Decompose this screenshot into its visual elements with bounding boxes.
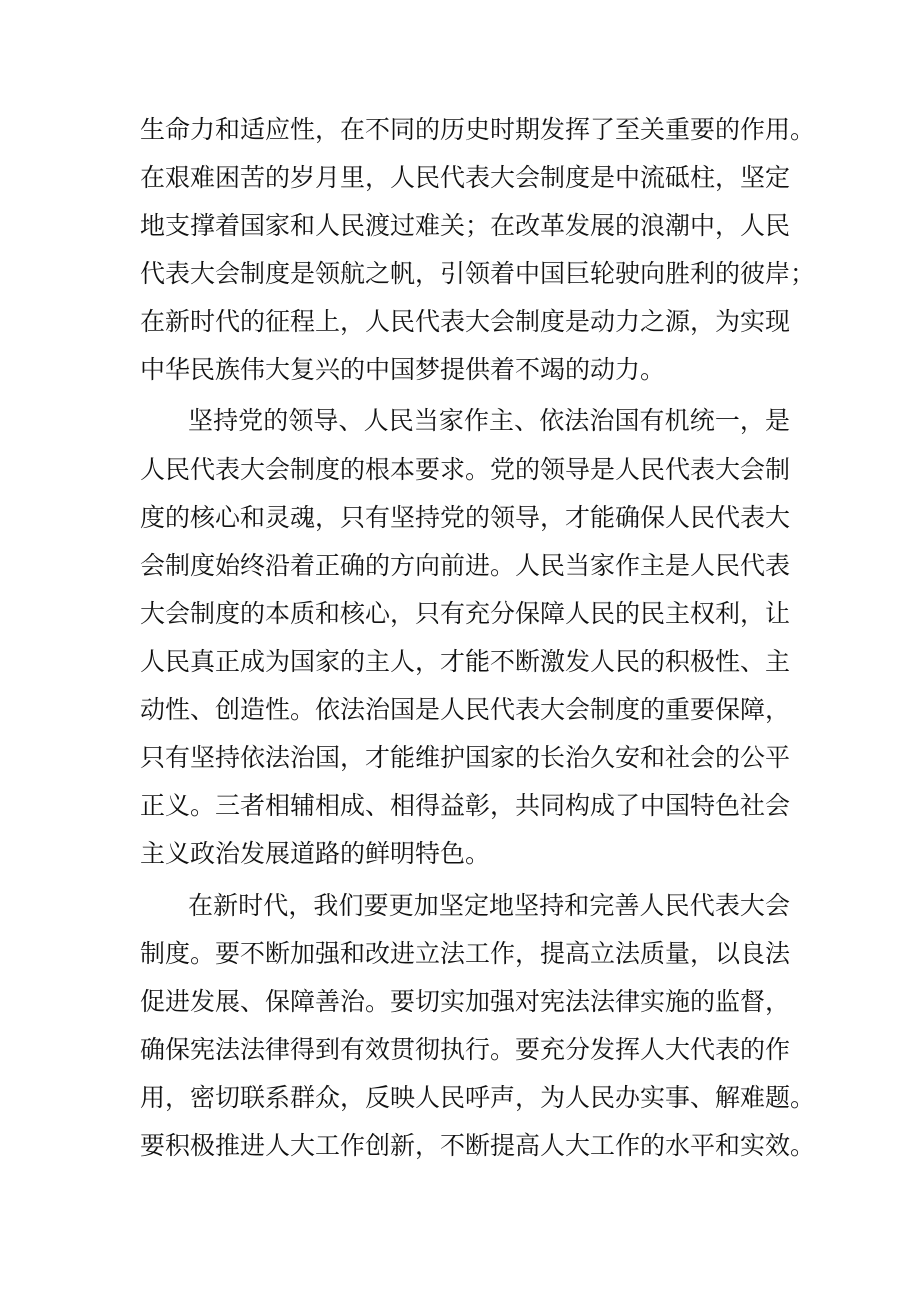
paragraph-1-line-4: 代表大会制度是领航之帆，引领着中国巨轮驶向胜利的彼岸； xyxy=(140,259,816,288)
paragraph-2-line-3: 度的核心和灵魂，只有坚持党的领导，才能确保人民代表大 xyxy=(140,503,791,532)
paragraph-2-line-10: 主义政治发展道路的鲜明特色。 xyxy=(140,839,491,868)
paragraph-2-line-7: 动性、创造性。依法治国是人民代表大会制度的重要保障， xyxy=(140,695,791,724)
paragraph-2-line-5: 大会制度的本质和核心，只有充分保障人民的民主权利，让 xyxy=(140,599,791,628)
paragraph-1-line-2: 在艰难困苦的岁月里，人民代表大会制度是中流砥柱，坚定 xyxy=(140,163,791,192)
paragraph-3-line-4: 确保宪法法律得到有效贯彻执行。要充分发挥人大代表的作 xyxy=(140,1035,791,1064)
paragraph-3-line-1: 在新时代，我们要更加坚定地坚持和完善人民代表大会 xyxy=(188,891,790,920)
paragraph-2-line-4: 会制度始终沿着正确的方向前进。人民当家作主是人民代表 xyxy=(140,551,791,580)
paragraph-2-line-8: 只有坚持依法治国，才能维护国家的长治久安和社会的公平 xyxy=(140,743,791,772)
paragraph-2-line-6: 人民真正成为国家的主人，才能不断激发人民的积极性、主 xyxy=(140,647,791,676)
paragraph-3-line-2: 制度。要不断加强和改进立法工作，提高立法质量，以良法 xyxy=(140,939,791,968)
paragraph-3-line-5: 用，密切联系群众，反映人民呼声，为人民办实事、解难题。 xyxy=(140,1083,816,1112)
paragraph-1-line-5: 在新时代的征程上，人民代表大会制度是动力之源，为实现 xyxy=(140,307,791,336)
paragraph-2-line-9: 正义。三者相辅相成、相得益彰，共同构成了中国特色社会 xyxy=(140,791,791,820)
paragraph-3-line-6: 要积极推进人大工作创新，不断提高人大工作的水平和实效。 xyxy=(140,1131,816,1160)
paragraph-1-line-1: 生命力和适应性，在不同的历史时期发挥了至关重要的作用。 xyxy=(140,115,816,144)
paragraph-1-line-3: 地支撑着国家和人民渡过难关；在改革发展的浪潮中，人民 xyxy=(140,211,791,240)
paragraph-2-line-2: 人民代表大会制度的根本要求。党的领导是人民代表大会制 xyxy=(140,455,791,484)
paragraph-3-line-3: 促进发展、保障善治。要切实加强对宪法法律实施的监督， xyxy=(140,987,791,1016)
paragraph-1-line-6: 中华民族伟大复兴的中国梦提供着不竭的动力。 xyxy=(140,355,666,384)
paragraph-2-line-1: 坚持党的领导、人民当家作主、依法治国有机统一，是 xyxy=(188,406,790,435)
